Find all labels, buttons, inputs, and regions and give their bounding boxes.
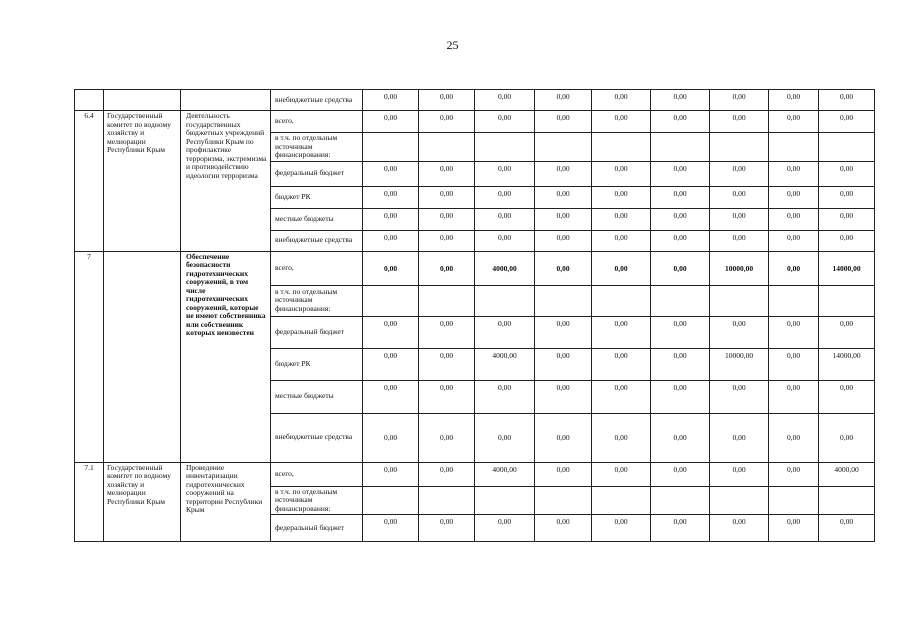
value-cell [419,285,475,316]
value-cell: 0,00 [592,413,651,462]
value-cell: 0,00 [535,111,592,133]
value-cell: 0,00 [535,413,592,462]
value-cell: 0,00 [363,90,419,111]
value-cell: 0,00 [819,515,875,542]
value-cell: 0,00 [535,462,592,486]
value-cell: 0,00 [592,230,651,251]
executor-cell: Государственный комитет по водному хозяйству и мелиорации Республики Крым [104,111,181,252]
value-cell: 0,00 [769,515,819,542]
value-cell: 0,00 [592,348,651,380]
value-cell: 0,00 [651,413,710,462]
value-cell: 0,00 [769,251,819,285]
value-cell: 0,00 [710,186,769,208]
value-cell: 0,00 [819,413,875,462]
value-cell: 0,00 [419,316,475,348]
value-cell: 0,00 [769,348,819,380]
value-cell [651,285,710,316]
value-cell: 0,00 [535,161,592,186]
value-cell: 0,00 [651,230,710,251]
funding-source-cell: местные бюджеты [271,208,363,230]
value-cell: 0,00 [710,90,769,111]
value-cell: 0,00 [710,161,769,186]
value-cell: 4000,00 [819,462,875,486]
value-cell: 0,00 [651,251,710,285]
value-cell [710,486,769,515]
value-cell: 0,00 [651,208,710,230]
value-cell: 0,00 [710,230,769,251]
value-cell: 0,00 [651,316,710,348]
value-cell: 0,00 [819,316,875,348]
value-cell: 0,00 [819,380,875,413]
value-cell: 0,00 [592,208,651,230]
funding-source-cell: в т.ч. по отдельным источникам финансирования: [271,133,363,162]
value-cell: 0,00 [592,515,651,542]
value-cell: 0,00 [535,251,592,285]
value-cell: 0,00 [592,316,651,348]
value-cell [592,486,651,515]
value-cell: 0,00 [819,230,875,251]
value-cell [363,486,419,515]
value-cell: 10000,00 [710,251,769,285]
value-cell: 0,00 [769,186,819,208]
value-cell: 0,00 [419,380,475,413]
value-cell: 0,00 [419,348,475,380]
value-cell: 0,00 [710,380,769,413]
value-cell: 0,00 [535,208,592,230]
value-cell: 0,00 [475,515,535,542]
value-cell: 0,00 [363,161,419,186]
funding-source-cell: в т.ч. по отдельным источникам финансирования: [271,486,363,515]
value-cell [475,133,535,162]
value-cell: 0,00 [419,90,475,111]
value-cell: 0,00 [535,230,592,251]
funding-source-cell: всего, [271,251,363,285]
value-cell [419,486,475,515]
value-cell [819,285,875,316]
value-cell [769,133,819,162]
funding-source-cell: бюджет РК [271,186,363,208]
value-cell: 14000,00 [819,348,875,380]
value-cell: 0,00 [651,186,710,208]
value-cell: 0,00 [535,348,592,380]
value-cell [475,486,535,515]
value-cell: 0,00 [475,111,535,133]
value-cell: 4000,00 [475,462,535,486]
table-row [75,251,875,285]
funding-source-cell: внебюджетные средства [271,90,363,111]
value-cell: 0,00 [475,413,535,462]
value-cell [710,285,769,316]
value-cell: 0,00 [419,462,475,486]
value-cell: 0,00 [363,413,419,462]
value-cell: 0,00 [363,230,419,251]
value-cell: 0,00 [535,186,592,208]
funding-source-cell: всего, [271,111,363,133]
value-cell: 0,00 [475,316,535,348]
value-cell [419,133,475,162]
value-cell [651,133,710,162]
value-cell: 0,00 [419,251,475,285]
value-cell [363,285,419,316]
value-cell: 0,00 [819,208,875,230]
value-cell [592,133,651,162]
value-cell: 0,00 [535,380,592,413]
funding-source-cell: всего, [271,462,363,486]
value-cell: 0,00 [651,462,710,486]
value-cell: 0,00 [419,186,475,208]
value-cell: 0,00 [592,161,651,186]
value-cell: 0,00 [769,90,819,111]
value-cell: 0,00 [592,186,651,208]
value-cell: 0,00 [419,230,475,251]
value-cell: 0,00 [475,230,535,251]
value-cell: 0,00 [769,161,819,186]
value-cell: 0,00 [363,111,419,133]
value-cell: 0,00 [769,413,819,462]
row-number-cell: 7 [75,251,104,462]
executor-cell [104,251,181,462]
funding-source-cell: федеральный бюджет [271,316,363,348]
value-cell [819,133,875,162]
value-cell: 0,00 [363,462,419,486]
value-cell: 0,00 [535,316,592,348]
value-cell: 0,00 [419,515,475,542]
row-number-cell: 7.1 [75,462,104,542]
table-row [75,90,875,111]
row-number-cell: 6.4 [75,111,104,252]
budget-table [74,89,875,542]
value-cell: 0,00 [592,251,651,285]
value-cell: 0,00 [769,380,819,413]
value-cell [363,133,419,162]
value-cell: 0,00 [419,111,475,133]
row-number-cell [75,90,104,111]
value-cell: 0,00 [419,208,475,230]
value-cell: 0,00 [710,413,769,462]
funding-source-cell: бюджет РК [271,348,363,380]
funding-source-cell: федеральный бюджет [271,515,363,542]
value-cell [651,486,710,515]
value-cell: 0,00 [651,380,710,413]
value-cell [710,133,769,162]
funding-source-cell: внебюджетные средства [271,413,363,462]
value-cell: 0,00 [769,316,819,348]
value-cell: 0,00 [651,515,710,542]
value-cell: 0,00 [592,462,651,486]
value-cell: 0,00 [592,111,651,133]
value-cell: 0,00 [651,348,710,380]
value-cell: 0,00 [651,161,710,186]
table-row [75,462,875,486]
value-cell [535,133,592,162]
value-cell: 0,00 [651,90,710,111]
value-cell: 0,00 [363,186,419,208]
value-cell [475,285,535,316]
value-cell: 10000,00 [710,348,769,380]
value-cell: 0,00 [475,380,535,413]
value-cell [535,285,592,316]
executor-cell [104,90,181,111]
value-cell: 0,00 [710,111,769,133]
value-cell: 0,00 [475,161,535,186]
funding-source-cell: местные бюджеты [271,380,363,413]
value-cell: 0,00 [710,515,769,542]
value-cell [769,486,819,515]
activity-cell: Деятельность государственных бюджетных учреждений Республики Крым по профилактике терроризма, экстремизма и противодействию идеологии терроризма [181,111,271,252]
value-cell [592,285,651,316]
funding-source-cell: федеральный бюджет [271,161,363,186]
value-cell: 0,00 [592,380,651,413]
value-cell [535,486,592,515]
value-cell: 0,00 [710,316,769,348]
value-cell: 0,00 [535,90,592,111]
value-cell: 0,00 [592,90,651,111]
value-cell: 0,00 [363,251,419,285]
value-cell: 0,00 [710,462,769,486]
activity-cell: Обеспечение безопасности гидротехнических сооружений, в том числе гидротехнических сооружений, которые не имеют собственника или собственник которых неизвестен [181,251,271,462]
value-cell: 0,00 [769,208,819,230]
value-cell: 0,00 [363,348,419,380]
value-cell: 0,00 [475,208,535,230]
value-cell: 0,00 [819,90,875,111]
value-cell: 0,00 [475,186,535,208]
funding-source-cell: внебюджетные средства [271,230,363,251]
activity-cell [181,90,271,111]
value-cell: 4000,00 [475,251,535,285]
value-cell: 0,00 [769,230,819,251]
value-cell [819,486,875,515]
value-cell: 14000,00 [819,251,875,285]
value-cell: 0,00 [419,413,475,462]
value-cell: 0,00 [769,111,819,133]
value-cell [769,285,819,316]
value-cell: 0,00 [651,111,710,133]
executor-cell: Государственный комитет по водному хозяйству и мелиорации Республики Крым [104,462,181,542]
table-row [75,111,875,133]
activity-cell: Проведение инвентаризации гидротехнических сооружений на территории Республики Крым [181,462,271,542]
value-cell: 0,00 [363,208,419,230]
value-cell: 0,00 [363,380,419,413]
value-cell: 0,00 [710,208,769,230]
value-cell: 0,00 [769,462,819,486]
value-cell: 0,00 [819,186,875,208]
value-cell: 0,00 [475,90,535,111]
page-number: 25 [446,38,459,52]
value-cell: 0,00 [363,515,419,542]
value-cell: 0,00 [363,316,419,348]
value-cell: 0,00 [419,161,475,186]
funding-source-cell: в т.ч. по отдельным источникам финансирования: [271,285,363,316]
value-cell: 4000,00 [475,348,535,380]
value-cell: 0,00 [535,515,592,542]
value-cell: 0,00 [819,111,875,133]
value-cell: 0,00 [819,161,875,186]
